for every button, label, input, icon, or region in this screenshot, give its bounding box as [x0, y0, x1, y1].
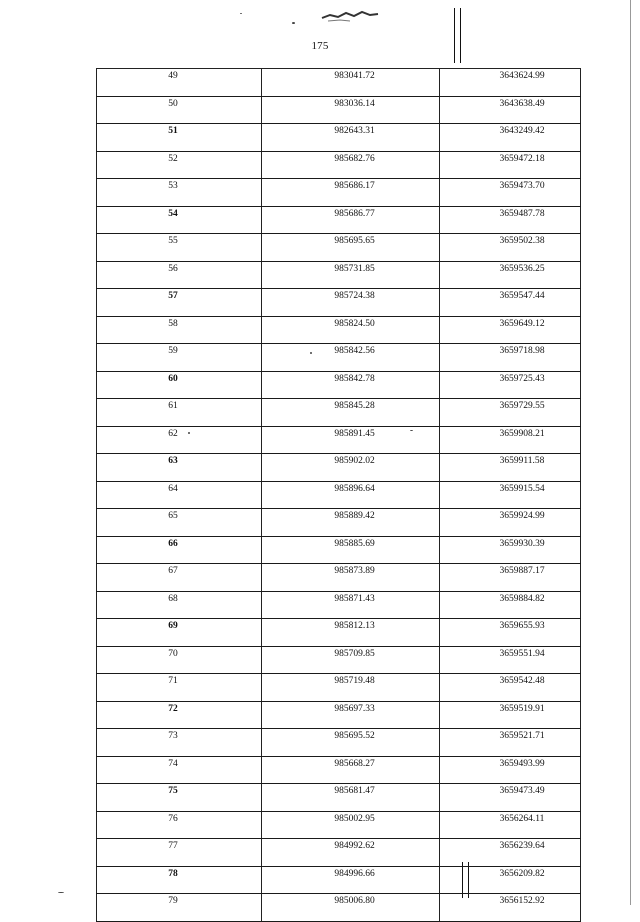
table-row	[97, 564, 581, 592]
table-row	[97, 646, 581, 674]
y-coordinate-cell: 3659649.12	[440, 316, 581, 344]
table-row	[97, 426, 581, 454]
x-coordinate-cell: 985695.52	[262, 729, 440, 757]
y-coordinate-cell: 3659718.98	[440, 344, 581, 372]
y-coordinate-cell: 3659908.21	[440, 426, 581, 454]
x-coordinate-cell: 985006.80	[262, 894, 440, 922]
point-number-cell: 58	[97, 316, 262, 344]
point-number-cell: 70	[97, 646, 262, 674]
page-number: 175	[311, 40, 329, 52]
x-coordinate-cell: 985891.45	[262, 426, 440, 454]
table-row	[97, 371, 581, 399]
point-number-cell: 64	[97, 481, 262, 509]
y-coordinate-cell: 3659472.18	[440, 151, 581, 179]
table-row	[97, 591, 581, 619]
x-coordinate-cell: 984996.66	[262, 866, 440, 894]
x-coordinate-cell: 985842.78	[262, 371, 440, 399]
point-number-cell: 74	[97, 756, 262, 784]
x-coordinate-cell: 985709.85	[262, 646, 440, 674]
y-coordinate-cell: 3659884.82	[440, 591, 581, 619]
table-row	[97, 289, 581, 317]
y-coordinate-cell: 3659493.99	[440, 756, 581, 784]
point-number-cell: 51	[97, 124, 262, 152]
y-coordinate-cell: 3659729.55	[440, 399, 581, 427]
point-number-cell: 75	[97, 784, 262, 812]
binding-line	[460, 8, 461, 63]
point-number-cell: 59	[97, 344, 262, 372]
x-coordinate-cell: 985812.13	[262, 619, 440, 647]
x-coordinate-cell: 985686.17	[262, 179, 440, 207]
point-number-cell: 78	[97, 866, 262, 894]
scan-speck	[292, 22, 295, 24]
x-coordinate-cell: 985682.76	[262, 151, 440, 179]
point-number-cell: 56	[97, 261, 262, 289]
x-coordinate-cell: 985668.27	[262, 756, 440, 784]
y-coordinate-cell: 3659473.70	[440, 179, 581, 207]
table-row	[97, 756, 581, 784]
y-coordinate-cell: 3659911.58	[440, 454, 581, 482]
table-row	[97, 729, 581, 757]
point-number-cell: 68	[97, 591, 262, 619]
table-row	[97, 619, 581, 647]
y-coordinate-cell: 3659502.38	[440, 234, 581, 262]
y-coordinate-cell: 3659542.48	[440, 674, 581, 702]
y-coordinate-cell: 3659521.71	[440, 729, 581, 757]
table-row	[97, 96, 581, 124]
x-coordinate-cell: 985697.33	[262, 701, 440, 729]
y-coordinate-cell: 3659487.78	[440, 206, 581, 234]
y-coordinate-cell: 3656209.82	[440, 866, 581, 894]
table-row	[97, 674, 581, 702]
table-row	[97, 261, 581, 289]
table-row	[97, 124, 581, 152]
x-coordinate-cell: 983041.72	[262, 69, 440, 97]
point-number-cell: 62	[97, 426, 262, 454]
point-number-cell: 65	[97, 509, 262, 537]
table-row	[97, 894, 581, 922]
table-row	[97, 701, 581, 729]
x-coordinate-cell: 985724.38	[262, 289, 440, 317]
x-coordinate-cell: 985889.42	[262, 509, 440, 537]
table-row	[97, 536, 581, 564]
x-coordinate-cell: 985896.64	[262, 481, 440, 509]
point-number-cell: 66	[97, 536, 262, 564]
point-number-cell: 77	[97, 839, 262, 867]
y-coordinate-cell: 3659547.44	[440, 289, 581, 317]
scan-speck	[240, 13, 242, 14]
x-coordinate-cell: 985681.47	[262, 784, 440, 812]
point-number-cell: 53	[97, 179, 262, 207]
y-coordinate-cell: 3659887.17	[440, 564, 581, 592]
table-row	[97, 179, 581, 207]
point-number-cell: 49	[97, 69, 262, 97]
scan-noise-mark	[320, 8, 390, 24]
x-coordinate-cell: 985902.02	[262, 454, 440, 482]
point-number-cell: 55	[97, 234, 262, 262]
point-number-cell: 61	[97, 399, 262, 427]
y-coordinate-cell: 3656264.11	[440, 811, 581, 839]
x-coordinate-cell: 982643.31	[262, 124, 440, 152]
point-number-cell: 54	[97, 206, 262, 234]
table-row	[97, 509, 581, 537]
table-row	[97, 234, 581, 262]
y-coordinate-cell: 3659536.25	[440, 261, 581, 289]
y-coordinate-cell: 3659930.39	[440, 536, 581, 564]
y-coordinate-cell: 3643638.49	[440, 96, 581, 124]
table-row	[97, 811, 581, 839]
y-coordinate-cell: 3659915.54	[440, 481, 581, 509]
x-coordinate-cell: 985845.28	[262, 399, 440, 427]
x-coordinate-cell: 985695.65	[262, 234, 440, 262]
y-coordinate-cell: 3659551.94	[440, 646, 581, 674]
table-row	[97, 454, 581, 482]
point-number-cell: 63	[97, 454, 262, 482]
y-coordinate-cell: 3643249.42	[440, 124, 581, 152]
point-number-cell: 57	[97, 289, 262, 317]
point-number-cell: 76	[97, 811, 262, 839]
table-row	[97, 69, 581, 97]
x-coordinate-cell: 985873.89	[262, 564, 440, 592]
table-row	[97, 866, 581, 894]
point-number-cell: 67	[97, 564, 262, 592]
point-number-cell: 50	[97, 96, 262, 124]
x-coordinate-cell: 985842.56	[262, 344, 440, 372]
point-number-cell: 72	[97, 701, 262, 729]
table-row	[97, 151, 581, 179]
point-number-cell: 52	[97, 151, 262, 179]
coordinates-table-body	[97, 69, 581, 922]
y-coordinate-cell: 3656152.92	[440, 894, 581, 922]
table-row	[97, 399, 581, 427]
x-coordinate-cell: 985871.43	[262, 591, 440, 619]
coordinates-table	[96, 68, 581, 922]
y-coordinate-cell: 3659725.43	[440, 371, 581, 399]
table-row	[97, 206, 581, 234]
table-row	[97, 784, 581, 812]
x-coordinate-cell: 984992.62	[262, 839, 440, 867]
point-number-cell: 79	[97, 894, 262, 922]
x-coordinate-cell: 985719.48	[262, 674, 440, 702]
y-coordinate-cell: 3659519.91	[440, 701, 581, 729]
x-coordinate-cell: 985885.69	[262, 536, 440, 564]
scan-speck	[58, 892, 64, 893]
table-row	[97, 839, 581, 867]
page-edge-line	[630, 0, 631, 905]
x-coordinate-cell: 985731.85	[262, 261, 440, 289]
point-number-cell: 71	[97, 674, 262, 702]
y-coordinate-cell: 3659473.49	[440, 784, 581, 812]
x-coordinate-cell: 985002.95	[262, 811, 440, 839]
x-coordinate-cell: 983036.14	[262, 96, 440, 124]
point-number-cell: 69	[97, 619, 262, 647]
table-row	[97, 316, 581, 344]
y-coordinate-cell: 3659924.99	[440, 509, 581, 537]
x-coordinate-cell: 985686.77	[262, 206, 440, 234]
point-number-cell: 73	[97, 729, 262, 757]
table-row	[97, 344, 581, 372]
y-coordinate-cell: 3656239.64	[440, 839, 581, 867]
y-coordinate-cell: 3643624.99	[440, 69, 581, 97]
binding-line	[454, 8, 455, 63]
y-coordinate-cell: 3659655.93	[440, 619, 581, 647]
table-row	[97, 481, 581, 509]
x-coordinate-cell: 985824.50	[262, 316, 440, 344]
point-number-cell: 60	[97, 371, 262, 399]
